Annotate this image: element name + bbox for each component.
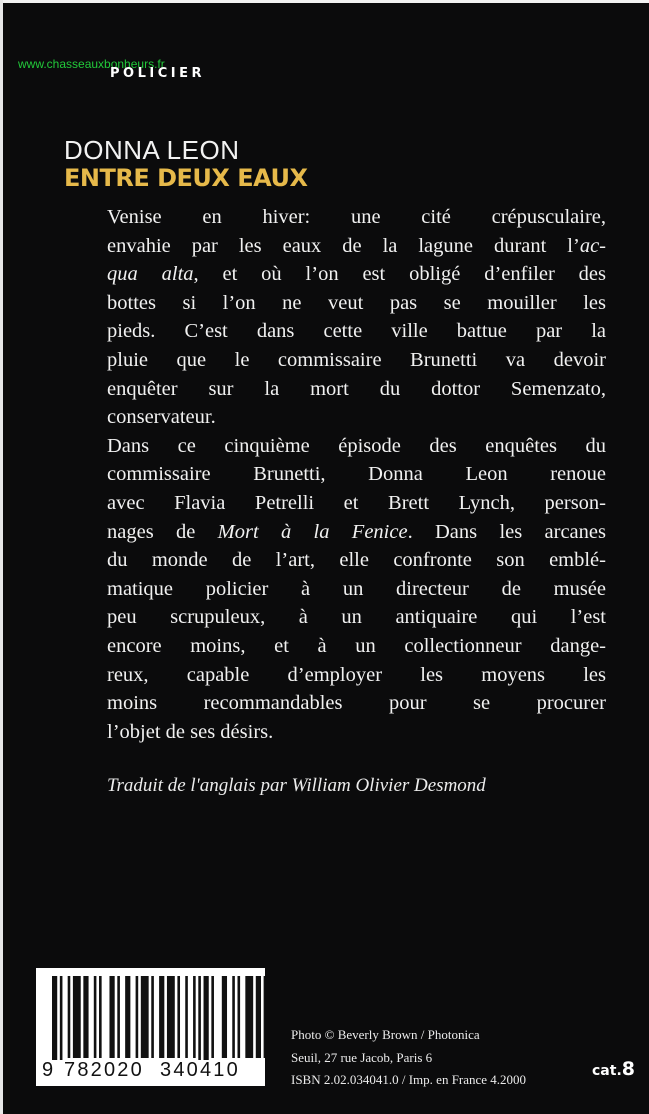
barcode-bar — [159, 976, 164, 1058]
blurb-line — [107, 575, 606, 604]
price-category — [592, 1058, 635, 1080]
barcode-bar — [264, 976, 265, 1058]
blurb-segment: encore moins, et à un collectionneur dange- — [107, 634, 606, 657]
blurb-segment: commissaire Brunetti, Donna Leon renoue — [107, 463, 606, 486]
translator-credit: Traduit de l'anglais par William Olivier Desmond — [107, 775, 486, 796]
blurb-segment: matique policier à un directeur de musée — [107, 577, 606, 600]
barcode-bar — [60, 976, 63, 1060]
blurb-segment: avec Flavia Petrelli et Brett Lynch, person- — [107, 491, 606, 514]
barcode-bar — [99, 976, 102, 1058]
barcode — [36, 968, 265, 1086]
blurb-segment: conservateur. — [107, 406, 216, 429]
barcode-first-digit: 9 — [42, 1059, 54, 1081]
blurb-segment: enquêter sur la mort du dottor Semenzato, — [107, 377, 606, 400]
blurb-segment: Dans ce cinquième épisode des enquêtes du — [107, 434, 606, 457]
barcode-bar — [141, 976, 149, 1058]
barcode-bar — [245, 976, 253, 1058]
cover-top-edge — [0, 0, 649, 3]
blurb-line — [107, 289, 606, 318]
price-category-number: 8 — [621, 1058, 635, 1080]
barcode-group-1: 782020 — [64, 1059, 144, 1081]
barcode-bar — [237, 976, 240, 1058]
photo-credit: Photo © Beverly Brown / Photonica — [291, 1027, 480, 1042]
barcode-bar — [83, 976, 88, 1058]
barcode-bar — [136, 976, 139, 1058]
barcode-bar — [204, 976, 209, 1060]
barcode-bar — [167, 976, 175, 1058]
barcode-bars — [36, 968, 265, 1060]
blurb-segment: reux, capable d’employer les moyens les — [107, 663, 606, 686]
blurb-line — [107, 489, 606, 518]
blurb-line — [107, 260, 606, 289]
blurb-segment: pluie que le commissaire Brunetti va devoir — [107, 348, 606, 371]
blurb-line — [107, 317, 606, 346]
blurb-line — [107, 460, 606, 489]
book-title: ENTRE DEUX EAUX — [64, 164, 308, 192]
barcode-bar — [52, 976, 57, 1060]
blurb-segment: peu scrupuleux, à un antiquaire qui l’est — [107, 606, 606, 629]
blurb-segment: Venise en hiver: une cité crépusculaire, — [107, 206, 606, 228]
barcode-bar — [232, 976, 235, 1058]
blurb-italic-segment: Mort à la Fenice — [217, 520, 408, 543]
blurb-line — [107, 632, 606, 661]
isbn-line: ISBN 2.02.034041.0 / Imp. en France 4.2000 — [291, 1072, 527, 1087]
barcode-group-2: 340410 — [160, 1059, 240, 1081]
blurb-segment: pieds. C’est dans cette ville battue par la — [107, 320, 606, 343]
barcode-bar — [185, 976, 188, 1058]
blurb-line — [107, 603, 606, 632]
publisher-address: Seuil, 27 rue Jacob, Paris 6 — [291, 1049, 433, 1065]
blurb-segment: . Dans les arcanes — [407, 520, 606, 543]
barcode-bar — [117, 976, 120, 1058]
blurb-italic-segment: qua alta — [107, 263, 194, 286]
barcode-bar — [256, 976, 261, 1058]
watermark-url: www.chasseauxbonheurs.fr — [18, 57, 165, 71]
barcode-bar — [151, 976, 154, 1058]
barcode-bar — [193, 976, 196, 1058]
blurb-line — [107, 432, 606, 461]
blurb-italic-segment: ac- — [579, 234, 606, 257]
barcode-bar — [68, 976, 71, 1058]
blurb-segment: moins recommandables pour se procurer — [107, 692, 606, 715]
blurb-line — [107, 689, 606, 718]
blurb-line — [107, 232, 606, 261]
blurb-line — [107, 346, 606, 375]
blurb-line — [107, 203, 606, 232]
barcode-bar — [211, 976, 214, 1058]
barcode-bar — [94, 976, 97, 1058]
blurb-segment: nages de — [107, 520, 218, 543]
blurb-segment: bottes si l’on ne veut pas se mouiller les — [107, 291, 606, 314]
blurb-line — [107, 403, 606, 432]
blurb-segment: , et où l’on est obligé d’enfiler des — [193, 263, 606, 286]
blurb-line — [107, 718, 606, 747]
publisher-credits — [291, 1024, 526, 1092]
cover-left-edge — [0, 0, 3, 1114]
author-name: DONNA LEON — [64, 135, 240, 165]
barcode-bar — [109, 976, 114, 1058]
barcode-bar — [125, 976, 130, 1058]
blurb-line — [107, 518, 606, 547]
barcode-bar — [73, 976, 81, 1058]
barcode-bar — [198, 976, 201, 1060]
collection-label: POLICIER — [110, 66, 205, 81]
blurb-segment: du monde de l’art, elle confronte son emblé- — [107, 549, 606, 572]
barcode-bar — [222, 976, 227, 1058]
blurb-text — [107, 203, 606, 746]
blurb-line — [107, 546, 606, 575]
blurb-line — [107, 375, 606, 404]
barcode-bar — [177, 976, 180, 1058]
price-category-label: cat. — [592, 1063, 622, 1079]
blurb-segment: envahie par les eaux de la lagune durant l’ — [107, 234, 580, 257]
blurb-line — [107, 661, 606, 690]
blurb-segment: l’objet de ses désirs. — [107, 720, 274, 743]
